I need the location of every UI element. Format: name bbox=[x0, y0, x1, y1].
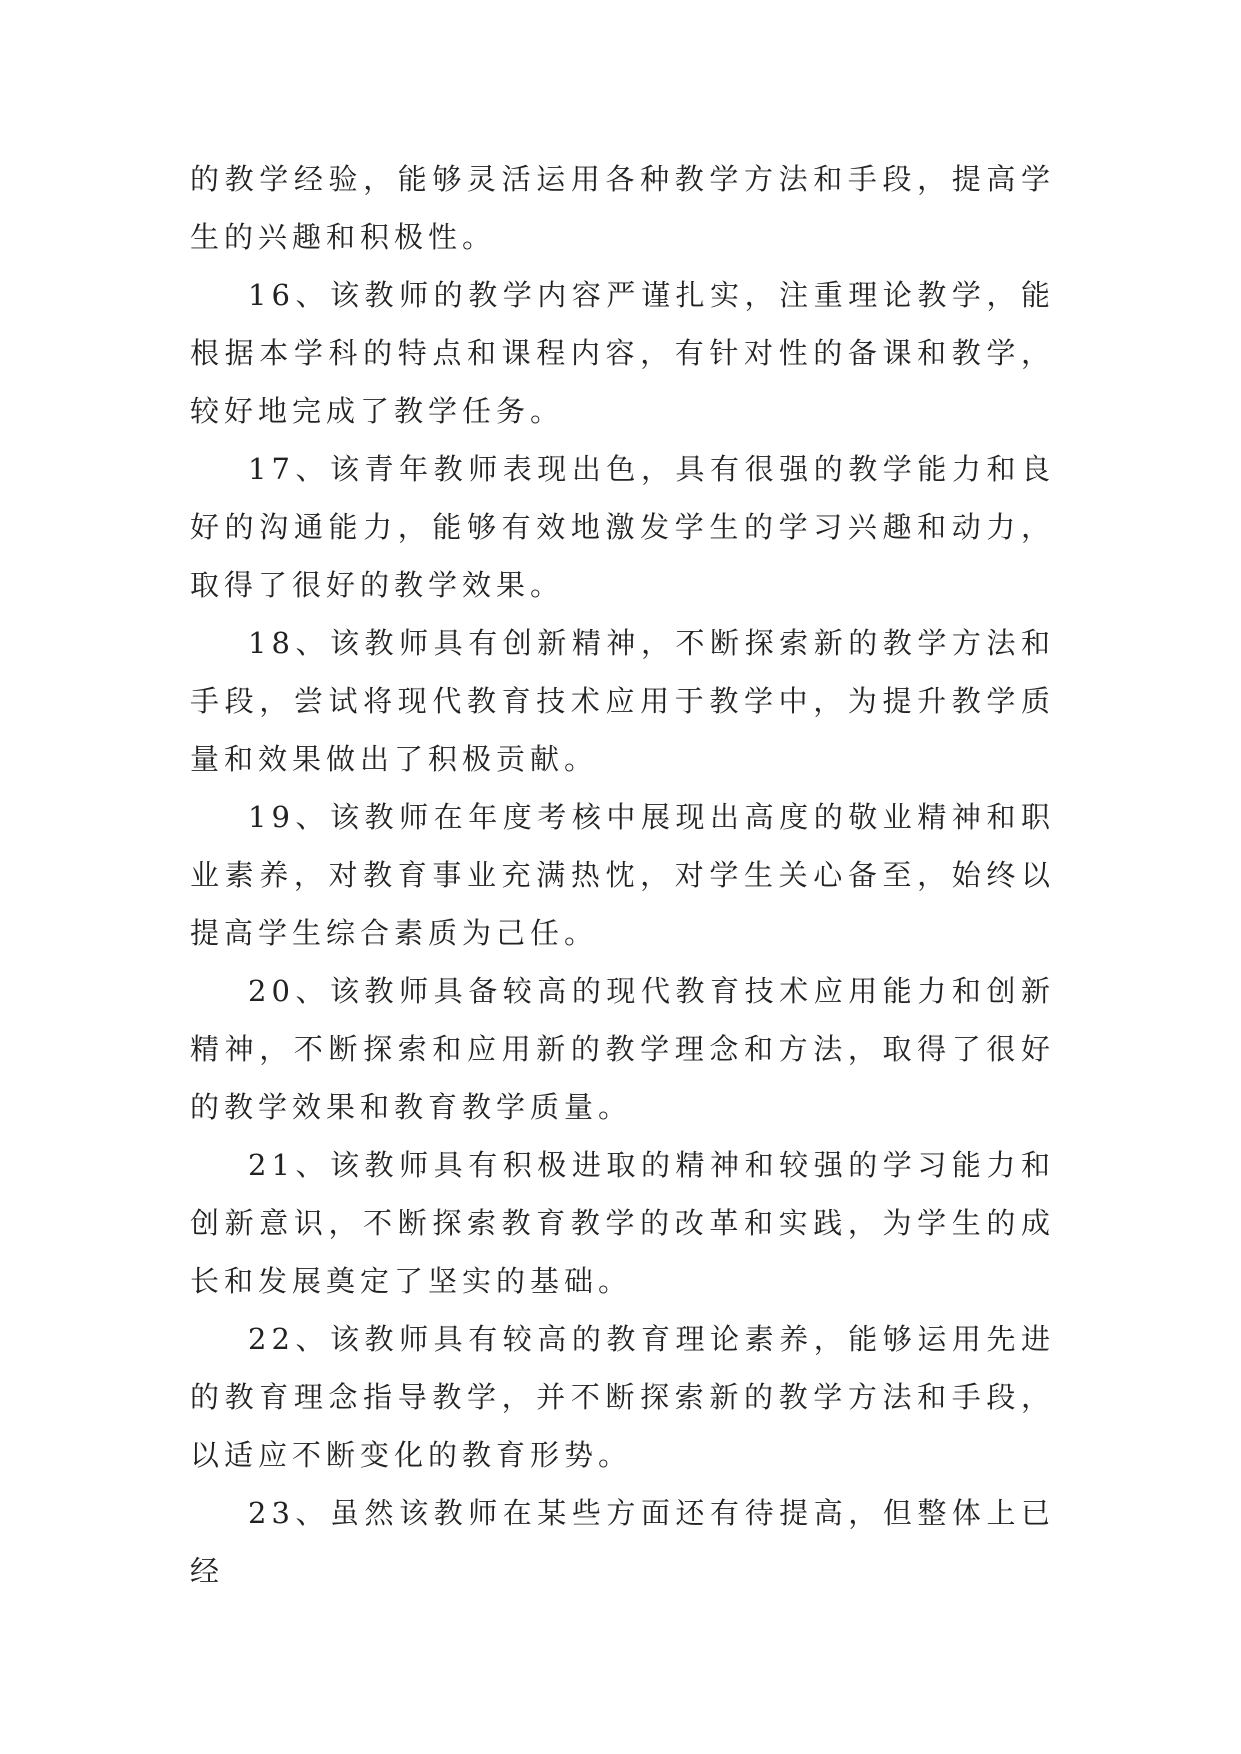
paragraph-item-19: 19、该教师在年度考核中展现出高度的敬业精神和职业素养，对教育事业充满热忱，对学生关心备至，始终以提高学生综合素质为己任。 bbox=[190, 800, 1055, 950]
paragraph-item-18: 18、该教师具有创新精神，不断探索新的教学方法和手段，尝试将现代教育技术应用于教学中，为提升教学质量和效果做出了积极贡献。 bbox=[190, 626, 1055, 776]
paragraph-item-23: 23、虽然该教师在某些方面还有待提高，但整体上已经 bbox=[190, 1496, 1055, 1588]
paragraph-continuation: 的教学经验，能够灵活运用各种教学方法和手段，提高学生的兴趣和积极性。 bbox=[190, 162, 1055, 254]
paragraph-item-17: 17、该青年教师表现出色，具有很强的教学能力和良好的沟通能力，能够有效地激发学生的学习兴趣和动力，取得了很好的教学效果。 bbox=[190, 452, 1055, 602]
document-page bbox=[190, 150, 1055, 1600]
paragraph-item-16: 16、该教师的教学内容严谨扎实，注重理论教学，能根据本学科的特点和课程内容，有针对性的备课和教学，较好地完成了教学任务。 bbox=[190, 278, 1055, 428]
paragraph-item-21: 21、该教师具有积极进取的精神和较强的学习能力和创新意识，不断探索教育教学的改革和实践，为学生的成长和发展奠定了坚实的基础。 bbox=[190, 1148, 1055, 1298]
paragraph-item-20: 20、该教师具备较高的现代教育技术应用能力和创新精神，不断探索和应用新的教学理念和方法，取得了很好的教学效果和教育教学质量。 bbox=[190, 974, 1055, 1124]
paragraph-item-22: 22、该教师具有较高的教育理论素养，能够运用先进的教育理念指导教学，并不断探索新的教学方法和手段，以适应不断变化的教育形势。 bbox=[190, 1322, 1055, 1472]
